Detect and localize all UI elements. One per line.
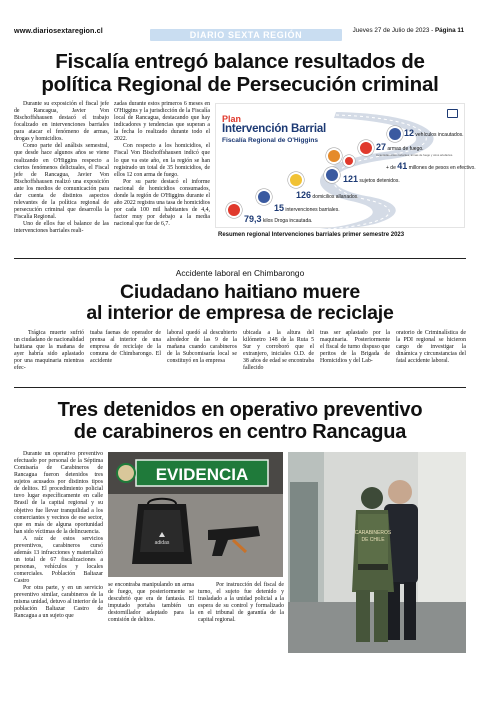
car-icon xyxy=(387,126,403,142)
infographic-title-b: Intervención Barrial xyxy=(222,123,327,135)
story1-paragraph: zadas durante estos primeros 6 meses en O'Higgins y la jurisdicción de la Fiscalía local de Rancagua, destacando que hay indicadores y tendencias que superan a la fecha lo realizado durante todo el 2022. xyxy=(114,101,210,143)
stat-number: 15 xyxy=(274,203,285,213)
bag-brand: adidas xyxy=(154,540,170,546)
story2-column-5 xyxy=(320,330,390,365)
stat-number: 79,3 xyxy=(244,214,262,224)
infographic-caption: Resumen regional Intervenciones barriales primer semestre 2023 xyxy=(218,232,405,238)
stat-interventions xyxy=(274,203,340,213)
intervention-infographic xyxy=(215,103,476,228)
stat-number: 12 xyxy=(404,128,415,138)
story2-column-6 xyxy=(396,330,466,365)
infographic-title-a: Plan xyxy=(222,114,242,124)
stat-label: domicilios allanados. xyxy=(312,194,359,200)
story2-column-3 xyxy=(167,330,237,365)
story1-paragraph: Con respecto a los homicidios, el Fiscal Von Bischoffshausen indicó que lo que va este año, en la región se han registrado un total de 35 homicidios, de ellos 12 con arma de fuego. xyxy=(114,143,210,178)
newspaper-name: DIARIO SEXTA REGIÓN xyxy=(189,30,303,40)
vest-text: CARABINEROS DE CHILE xyxy=(354,530,392,543)
fiscalia-logo-icon xyxy=(447,109,458,118)
stat-label: millones de pesos en efectivo. xyxy=(408,165,476,171)
handcuffs-icon xyxy=(324,167,340,183)
issue-date xyxy=(353,27,464,34)
stat-detained xyxy=(343,174,400,184)
stat-number: 41 xyxy=(397,161,408,171)
stat-raids xyxy=(296,190,359,200)
story1-headline xyxy=(0,50,480,96)
evidence-sign: EVIDENCIA xyxy=(155,465,249,484)
people-icon xyxy=(256,189,272,205)
story2-paragraph: tuaba faenas de operador de prensa al interior de una empresa de reciclaje de la comuna de Chimbarongo. El accidente xyxy=(90,330,161,365)
story2-paragraph: ubicada a la altura del kilómetro 148 de la Ruta 5 Sur y corroboró que el extranjero, iniciales O.D. de 38 años de edad se encontraba fallecido xyxy=(243,330,314,372)
story3-headline-line1: Tres detenidos en operativo preventivo xyxy=(57,399,423,421)
story1-headline-line2: política Regional de Persecución criminal xyxy=(41,73,439,96)
story2-headline-line1: Ciudadano haitiano muere xyxy=(119,281,361,303)
evidence-photo-illustration xyxy=(108,452,283,577)
story2-headline xyxy=(0,282,480,324)
story3-paragraph: Durante un operativo preventivo efectuado por personal de la Séptima Comisaría de Carabineros de Rancagua fueron detenidos tres sujetos acusados por distintos tipos de delitos. El procedimiento policial tuvo lugar específicamente en calle Brasil de la capital regional y su objetivo fue llevar tranquilidad a los comerciantes y vecinos de ese sector, que en más de alguna oportunidad han sido víctimas de la delincuencia. xyxy=(14,451,103,535)
story2-kicker: Accidente laboral en Chimbarongo xyxy=(175,268,305,278)
story3-column-3 xyxy=(198,582,284,624)
story3-column-2 xyxy=(108,582,194,624)
stat-label: vehículos incautados. xyxy=(415,132,464,138)
stat-vehicles xyxy=(404,128,464,138)
stat-weapons xyxy=(376,142,424,152)
story1-paragraph: Como parte del análisis semestral, que desde hace algunos años se viene realizando en O'Higgins respecto a ciertos fenómenos delictuales, el Fiscal jefe de Rancagua, Javier Von Bischoffshausen realizó una exposición ante los medios de comunicación para dar cuenta de distintos aspectos relevantes de la política regional de persecución criminal que desarrolla la Fiscalía Regional. xyxy=(14,143,109,220)
money-bag-icon xyxy=(343,155,355,167)
page-header xyxy=(0,0,480,44)
story3-paragraph: Por instrucción del fiscal de turno, el sujeto fue detenido y trasladado a la unidad policial a la espera de su control y formalizado en el tribunal de garantía de la capital regional. xyxy=(198,582,284,624)
stat-label: armas de fuego. xyxy=(387,146,424,152)
story3-paragraph: A raíz de estos servicios preventivos, carabineros cursó además 13 infracciones y materializó un total de 67 fiscalizaciones a personas, vehículos y locales comerciales. Población Baltazar Castro xyxy=(14,535,103,585)
story2-paragraph: tras ser aplastado por la maquinaria. Posteriormente el fiscal de turno dispuso que peritos de la Brigada de Homicidios y del Lab- xyxy=(320,330,390,365)
story2-column-4 xyxy=(243,330,314,372)
page-number: Página 11 xyxy=(434,27,464,34)
arrest-photo xyxy=(288,452,466,653)
stat-number: 126 xyxy=(296,190,312,200)
infographic-title-c: Fiscalía Regional de O'Higgins xyxy=(222,137,319,144)
house-icon xyxy=(288,172,304,188)
site-url[interactable]: www.diariosextaregion.cl xyxy=(14,26,103,35)
stat-label: sujetos detenidos. xyxy=(359,178,400,184)
section-divider xyxy=(14,387,466,388)
story2-column-1 xyxy=(14,330,84,372)
issue-date-text: Jueves 27 de Julio de 2023 - xyxy=(352,27,434,34)
story1-column-1 xyxy=(14,101,109,235)
story1-paragraph: Durante su exposición el fiscal jefe de Rancagua, Javier Von Bischoffshausen destacó el trabajo focalizado en intervenciones barriales para atacar el fenómeno de armas, drogas y homicidios. xyxy=(14,101,109,143)
story3-paragraph: Por otra parte, y en un servicio preventivo similar, carabineros de la misma unidad, detuvo al interior de la población Baltazar Castro de Rancagua a un sujeto que xyxy=(14,585,103,620)
drugs-icon xyxy=(226,202,242,218)
story3-headline-line2: de carabineros en centro Rancagua xyxy=(73,421,407,443)
story2-headline-line2: al interior de empresa de reciclaje xyxy=(86,302,394,324)
story1-headline-line1: Fiscalía entregó balance resultados de xyxy=(55,50,425,73)
stat-weapons-note: Incautadas entre cortantes, armas de fuego y otros artefactos. xyxy=(376,153,454,157)
arrest-photo-illustration xyxy=(288,452,466,653)
gun-icon xyxy=(358,140,374,156)
stat-number: 27 xyxy=(376,142,387,152)
story2-paragraph: Trágica muerte sufrió un ciudadano de nacionalidad haitiana que la mañana de ayer habría sido aplastado por una maquinaria mientras efec- xyxy=(14,330,84,372)
story3-paragraph: se encontraba manipulando un arma de fuego, que posteriormente se descubrió que era de fantasía. El imputado portaba también un destornillador adaptado para la comisión de delitos. xyxy=(108,582,194,624)
story1-paragraph: Por su parte destacó el informe nacional de homicidios consumados, donde la región de O'Higgins durante el año 2022 registra una tasa de homicidios por cada 100 mil habitantes de 4,4, factor muy por debajo a la media nacional que fue de 6,7. xyxy=(114,178,210,228)
story1-paragraph: Uno de ellos fue el balance de las intervenciones barriales reali- xyxy=(14,221,109,235)
stat-prefix: + de xyxy=(386,165,398,171)
stat-drugs xyxy=(244,214,312,224)
evidence-photo xyxy=(108,452,283,577)
money-icon xyxy=(326,148,342,164)
stat-label: kilos Droga incautada. xyxy=(262,218,313,224)
story1-column-2 xyxy=(114,101,210,228)
stat-number: 121 xyxy=(343,174,359,184)
section-divider xyxy=(14,258,466,259)
story2-paragraph: oratorio de Criminalística de la PDI regional se hicieron cargo de investigar la dinámica y circunstancias del fatal accidente laboral. xyxy=(396,330,466,365)
story3-column-1 xyxy=(14,451,103,621)
stat-label: intervenciones barriales. xyxy=(285,207,340,213)
story2-column-2 xyxy=(90,330,161,365)
stat-cash xyxy=(386,161,476,171)
story3-headline xyxy=(0,399,480,443)
story2-paragraph: laboral quedó al descubierto alrededor de las 9 de la mañana cuando carabineros de la Subcomisaría local se constituyó en la empresa xyxy=(167,330,237,365)
